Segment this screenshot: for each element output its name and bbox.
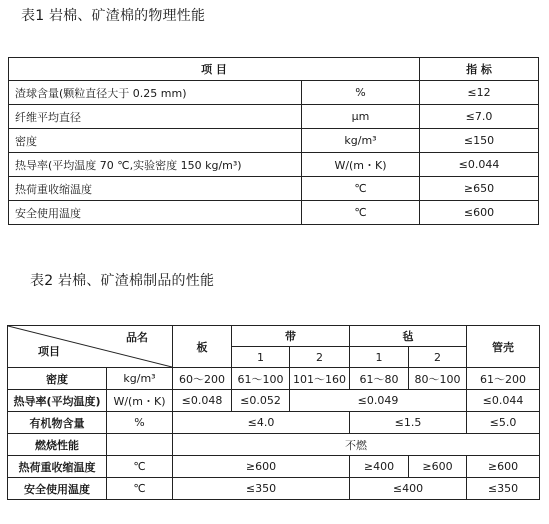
table-row bbox=[9, 81, 539, 105]
table-row bbox=[9, 129, 539, 153]
row-unit bbox=[107, 434, 173, 456]
safe-temp-row bbox=[8, 478, 540, 500]
table2-header-row bbox=[8, 326, 540, 347]
row-unit: ℃ bbox=[107, 478, 173, 500]
item-header: 项 目 bbox=[9, 58, 420, 81]
cell-value: ≤350 bbox=[173, 478, 350, 500]
row-value: ≤0.044 bbox=[420, 153, 539, 177]
table-row bbox=[9, 153, 539, 177]
cell-value: 61～100 bbox=[232, 368, 290, 390]
row-name: 密度 bbox=[8, 368, 107, 390]
table1-caption: 表1 岩棉、矿渣棉的物理性能 bbox=[21, 8, 206, 24]
row-unit: ℃ bbox=[107, 456, 173, 478]
index-header: 指 标 bbox=[420, 58, 539, 81]
cell-value: ≥600 bbox=[467, 456, 540, 478]
belt-sub-2: 2 bbox=[290, 347, 350, 368]
row-item: 纤维平均直径 bbox=[9, 105, 302, 129]
table2-caption: 表2 岩棉、矿渣棉制品的性能 bbox=[30, 273, 215, 289]
cell-value: ≤0.049 bbox=[290, 390, 467, 412]
row-unit: ℃ bbox=[302, 177, 420, 201]
cell-value: ≤0.044 bbox=[467, 390, 540, 412]
row-item: 密度 bbox=[9, 129, 302, 153]
felt-sub-2: 2 bbox=[409, 347, 467, 368]
cell-value: 60～200 bbox=[173, 368, 232, 390]
cell-value: ≤400 bbox=[350, 478, 467, 500]
row-unit: kg/m³ bbox=[107, 368, 173, 390]
cell-value: 61～200 bbox=[467, 368, 540, 390]
cell-value: 101～160 bbox=[290, 368, 350, 390]
table-row bbox=[9, 105, 539, 129]
board-header: 板 bbox=[173, 326, 232, 368]
row-value: ≤600 bbox=[420, 201, 539, 225]
row-unit: % bbox=[302, 81, 420, 105]
table-row bbox=[9, 201, 539, 225]
conductivity-row bbox=[8, 390, 540, 412]
density-row bbox=[8, 368, 540, 390]
cell-value: ≥600 bbox=[409, 456, 467, 478]
item-label: 项目 bbox=[38, 345, 60, 358]
row-unit: μm bbox=[302, 105, 420, 129]
cell-value: ≤1.5 bbox=[350, 412, 467, 434]
felt-header: 毡 bbox=[350, 326, 467, 347]
table-row bbox=[9, 177, 539, 201]
belt-header: 带 bbox=[232, 326, 350, 347]
row-name: 安全使用温度 bbox=[8, 478, 107, 500]
row-unit: W/(m・K) bbox=[302, 153, 420, 177]
row-value: ≥650 bbox=[420, 177, 539, 201]
cell-value: ≤0.052 bbox=[232, 390, 290, 412]
row-unit: W/(m・K) bbox=[107, 390, 173, 412]
cell-value: ≥600 bbox=[173, 456, 350, 478]
row-item: 渣球含量(颗粒直径大于 0.25 mm) bbox=[9, 81, 302, 105]
row-value: ≤7.0 bbox=[420, 105, 539, 129]
row-name: 热荷重收缩温度 bbox=[8, 456, 107, 478]
cell-value: ≤0.048 bbox=[173, 390, 232, 412]
cell-value: 61～80 bbox=[350, 368, 409, 390]
row-unit: ℃ bbox=[302, 201, 420, 225]
row-item: 安全使用温度 bbox=[9, 201, 302, 225]
product-properties-table bbox=[7, 325, 540, 500]
row-value: ≤12 bbox=[420, 81, 539, 105]
shrink-row bbox=[8, 456, 540, 478]
pipe-header: 管壳 bbox=[467, 326, 540, 368]
header-diagonal-cell bbox=[8, 326, 173, 368]
belt-sub-1: 1 bbox=[232, 347, 290, 368]
cell-value: ≤5.0 bbox=[467, 412, 540, 434]
row-unit: % bbox=[107, 412, 173, 434]
physical-properties-table bbox=[8, 57, 539, 225]
row-name: 热导率(平均温度) bbox=[8, 390, 107, 412]
row-value: ≤150 bbox=[420, 129, 539, 153]
organic-row bbox=[8, 412, 540, 434]
row-item: 热导率(平均温度 70 ℃,实验密度 150 kg/m³) bbox=[9, 153, 302, 177]
row-name: 有机物含量 bbox=[8, 412, 107, 434]
row-item: 热荷重收缩温度 bbox=[9, 177, 302, 201]
row-name: 燃烧性能 bbox=[8, 434, 107, 456]
cell-value: ≤350 bbox=[467, 478, 540, 500]
felt-sub-1: 1 bbox=[350, 347, 409, 368]
combustion-row bbox=[8, 434, 540, 456]
row-unit: kg/m³ bbox=[302, 129, 420, 153]
table1-header-row bbox=[9, 58, 539, 81]
cell-value: ≥400 bbox=[350, 456, 409, 478]
cell-value: 80～100 bbox=[409, 368, 467, 390]
product-name-label: 品名 bbox=[126, 331, 148, 344]
cell-value: 不燃 bbox=[173, 434, 540, 456]
cell-value: ≤4.0 bbox=[173, 412, 350, 434]
